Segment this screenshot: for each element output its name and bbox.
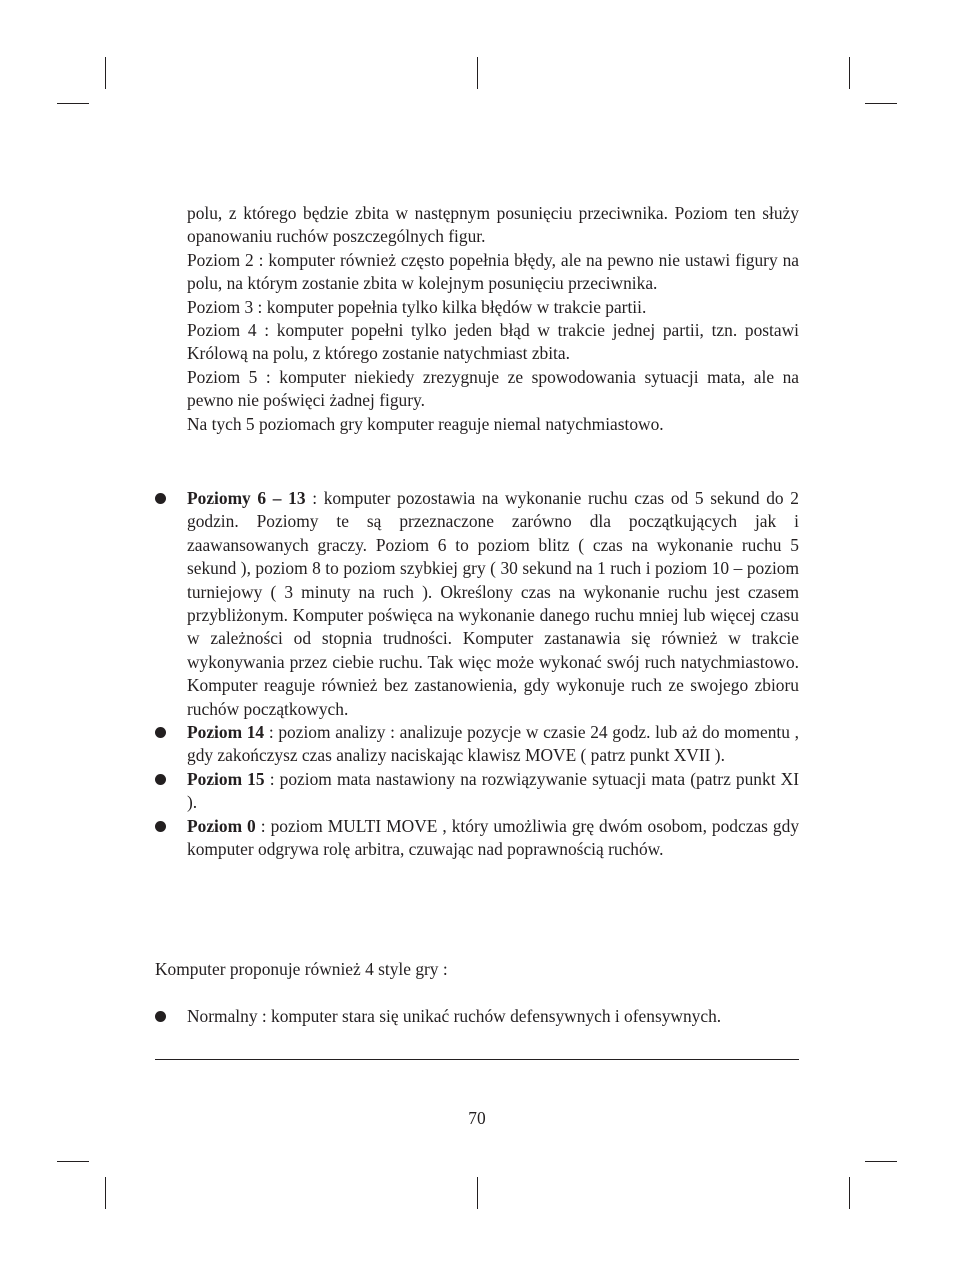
paragraph-level-5: Poziom 5 : komputer niekiedy zrezygnuje ze spowodowania sytuacji mata, ale na pewno nie poświęci żadnej figury. — [187, 366, 799, 411]
paragraph-level-4: Poziom 4 : komputer popełni tylko jeden błąd w trakcie jednej partii, tzn. postawi Królową na polu, z którego zostanie natychmiast zbita. — [187, 320, 799, 364]
page-number: 70 — [468, 1108, 486, 1128]
paragraph-level-1-end: polu, z którego będzie zbita w następnym posunięciu przeciwnika. Poziom ten służy opanowaniu ruchów poszczególnych figur. — [187, 203, 799, 247]
crop-mark-top-center — [477, 57, 478, 89]
bullet-icon — [155, 727, 166, 738]
level-title: Poziom 15 — [187, 768, 265, 789]
bullet-icon — [155, 821, 166, 832]
crop-mark-bottom-center — [477, 1177, 478, 1209]
level-text: : poziom MULTI MOVE , który umożliwia grę dwóm osobom, podczas gdy komputer odgrywa rolę arbitra, czuwając nad poprawnością ruchów. — [187, 815, 800, 860]
footer-divider — [155, 1059, 799, 1060]
crop-mark-bottom-left-horizontal — [57, 1161, 89, 1162]
level-title: Poziomy 6 – 13 — [187, 488, 306, 508]
crop-mark-top-right-horizontal — [865, 103, 897, 104]
levels-list — [155, 487, 799, 862]
list-item — [155, 815, 799, 862]
styles-intro: Komputer proponuje również 4 style gry : — [155, 959, 448, 979]
list-item — [155, 1005, 799, 1028]
list-item — [155, 487, 799, 721]
crop-mark-bottom-left-vertical — [105, 1177, 106, 1209]
bullet-icon — [155, 1011, 166, 1022]
styles-list — [155, 1005, 799, 1028]
paragraph-level-2: Poziom 2 : komputer również często popełnia błędy, ale na pewno nie ustawi figury na polu, na którym zostanie zbita w kolejnym posunięciu przeciwnika. — [187, 249, 799, 294]
bullet-icon — [155, 493, 166, 504]
list-item — [155, 768, 799, 815]
style-text: Normalny : komputer stara się unikać ruchów defensywnych i ofensywnych. — [187, 1006, 722, 1026]
level-text: : komputer pozostawia na wykonanie ruchu czas od 5 sekund do 2 godzin. Poziomy te są przeznaczone zarówno dla początkujących jak i zaawansowanych graczy. Poziom 6 to poziom blitz ( czas na wykonanie ruchu 5 sekund ), poziom 8 to poziom szybkiej gry ( 30 sekund na 1 ruch i poziom 10 – poziom turniejowy ( 3 minuty na ruch ). Określony czas na wykonanie ruchu jest czasem przybliżonym. Komputer poświęca na wykonanie danego ruchu mniej lub więcej czasu w zależności od stopnia trudności. Komputer zastanawia się również w trakcie wykonywania przez ciebie ruchu. Tak więc może wykonać swój ruch natychmiastowo. Komputer reaguje również bez zastanowienia, gdy wykonuje ruch ze swojego zbioru ruchów początkowych. — [187, 488, 799, 719]
level-text: : poziom mata nastawiony na rozwiązywanie sytuacji mata (patrz punkt XI ). — [187, 768, 800, 813]
paragraph-level-3: Poziom 3 : komputer popełnia tylko kilka błędów w trakcie partii. — [187, 296, 647, 317]
crop-mark-top-left-horizontal — [57, 103, 89, 104]
list-item — [155, 721, 799, 768]
bullet-icon — [155, 774, 166, 785]
crop-mark-top-right-vertical — [849, 57, 850, 89]
crop-mark-top-left-vertical — [105, 57, 106, 89]
level-title: Poziom 14 — [187, 722, 265, 743]
crop-mark-bottom-right-vertical — [849, 1177, 850, 1209]
level-title: Poziom 0 — [187, 815, 256, 836]
crop-mark-bottom-right-horizontal — [865, 1161, 897, 1162]
level-descriptions-continued — [187, 202, 799, 436]
paragraph-levels-summary: Na tych 5 poziomach gry komputer reaguje niemal natychmiastowo. — [187, 413, 664, 434]
level-text: : poziom analizy : analizuje pozycje w czasie 24 godz. lub aż do momentu , gdy zakończysz czas analizy naciskając klawisz MOVE ( patrz punkt XVII ). — [187, 722, 799, 766]
